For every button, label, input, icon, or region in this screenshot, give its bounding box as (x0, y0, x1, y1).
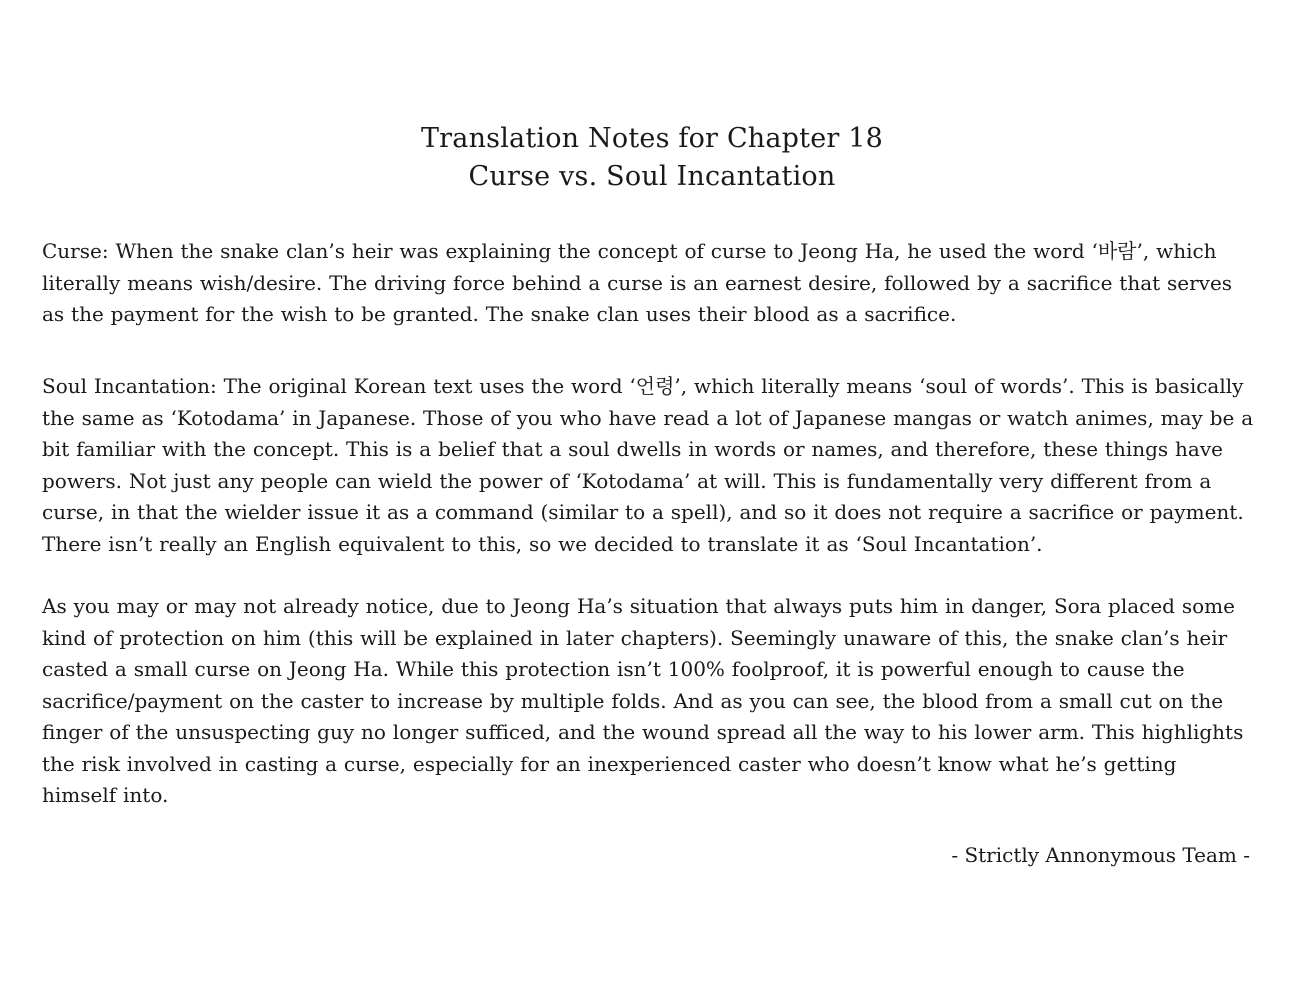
curse-paragraph: Curse: When the snake clan’s heir was explaining the concept of curse to Jeong Ha, he used the word ‘바람’, which literally means wish/desire. The driving force behind a curse is an earnest desire, followed by a sacrifice that serves as the payment for the wish to be granted. The snake clan uses their blood as a sacrifice. (42, 239, 1233, 326)
team-signature: - Strictly Annonymous Team - (951, 843, 1250, 867)
title-chapter: Translation Notes for Chapter 18 (420, 123, 884, 154)
protection-paragraph: As you may or may not already notice, due to Jeong Ha’s situation that always puts him in danger, Sora placed some kind of protection on him (this will be explained in later chapters). Seemingly unaware of this, the snake clan’s heir casted a small curse on Jeong Ha. While this protection isn’t 100% foolproof, it is powerful enough to cause the sacrifice/payment on the caster to increase by multiple folds. And as you can see, the blood from a small cut on the finger of the unsuspecting guy no longer sufficed, and the wound spread all the way to his lower arm. This highlights the risk involved in casting a curse, especially for an inexperienced caster who doesn’t know what he’s getting himself into. (42, 594, 1244, 807)
soul-incantation-paragraph: Soul Incantation: The original Korean text uses the word ‘언령’, which literally means ‘soul of words’. This is basically the same as ‘Kotodama’ in Japanese. Those of you who have read a lot of Japanese mangas or watch animes, may be a bit familiar with the concept. This is a belief that a soul dwells in words or names, and therefore, these things have powers. Not just any people can wield the power of ‘Kotodama’ at will. This is fundamentally very different from a curse, in that the wielder issue it as a command (similar to a spell), and so it does not require a sacrifice or payment. There isn’t really an English equivalent to this, so we decided to translate it as ‘Soul Incantation’. (42, 374, 1254, 556)
page-title (0, 120, 1304, 196)
title-subtitle: Curse vs. Soul Incantation (468, 161, 836, 192)
